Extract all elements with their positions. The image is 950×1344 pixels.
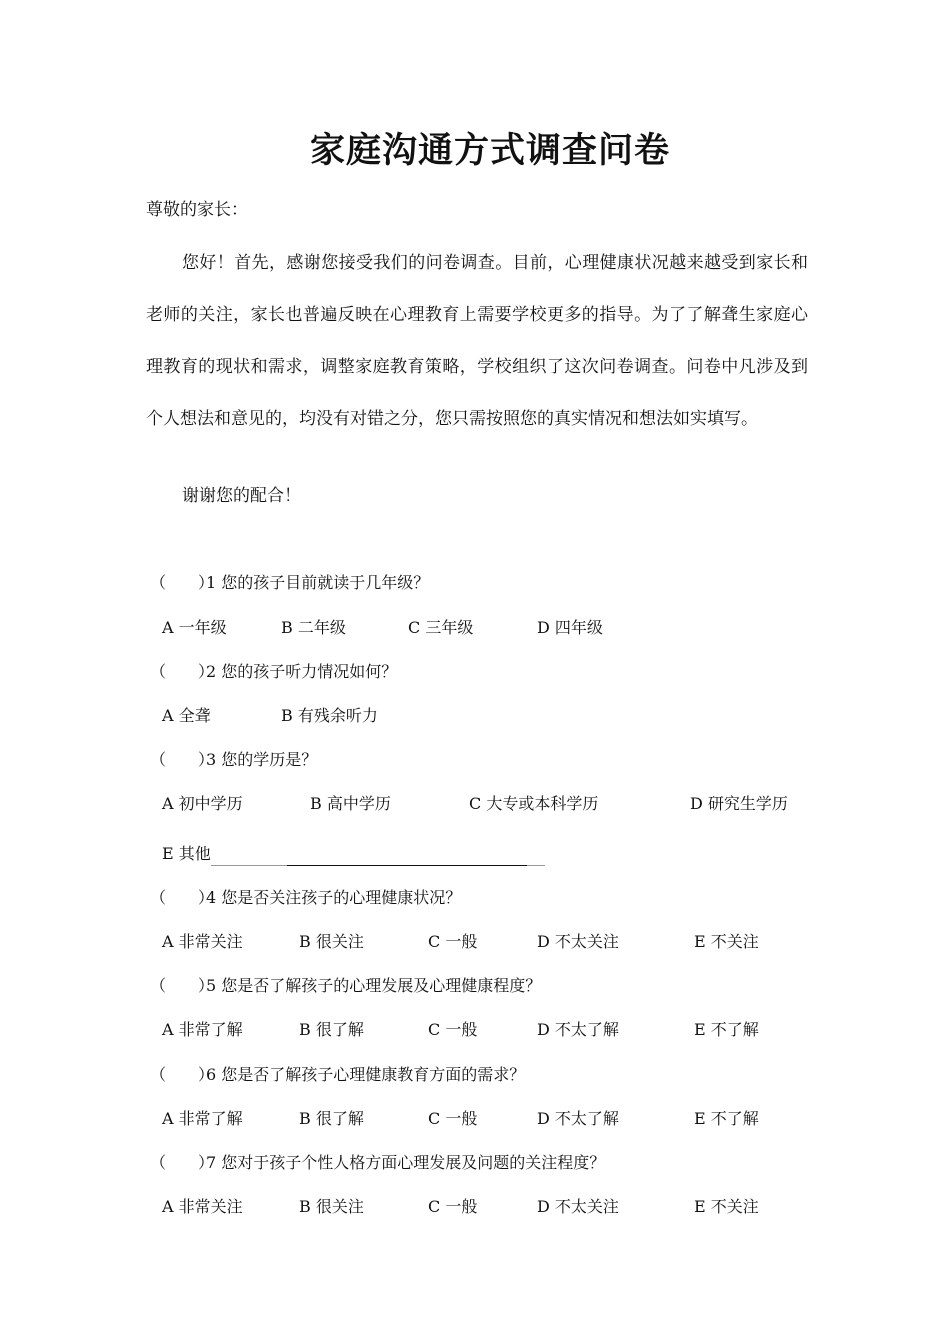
q7-option-c: C 一般 xyxy=(428,1197,478,1216)
fill-in-underline xyxy=(287,865,527,866)
q3-option-b: B 高中学历 xyxy=(310,794,391,813)
q6-option-b: B 很了解 xyxy=(299,1109,364,1128)
q5-option-e: E 不了解 xyxy=(694,1020,759,1039)
question-7-text: 7 您对于孩子个性人格方面心理发展及问题的关注程度？ xyxy=(206,1153,606,1172)
q3-option-c: C 大专或本科学历 xyxy=(469,794,599,813)
page-title: 家庭沟通方式调查问卷 xyxy=(309,130,670,171)
question-6-text: 6 您是否了解孩子心理健康教育方面的需求？ xyxy=(206,1065,526,1084)
question-1-text: 1 您的孩子目前就读于几年级？ xyxy=(206,573,430,592)
q6-option-e: E 不了解 xyxy=(694,1109,759,1128)
question-4 xyxy=(150,886,461,910)
q3-option-a: A 初中学历 xyxy=(162,794,243,813)
question-6 xyxy=(150,1063,525,1087)
q7-option-d: D 不太关注 xyxy=(537,1197,619,1216)
q5-option-a: A 非常了解 xyxy=(162,1020,243,1039)
question-3-text: 3 您的学历是？ xyxy=(206,750,318,769)
q1-option-a: A 一年级 xyxy=(162,618,227,637)
q5-option-c: C 一般 xyxy=(428,1020,478,1039)
q5-option-b: B 很了解 xyxy=(299,1020,364,1039)
question-7 xyxy=(150,1151,605,1175)
question-5 xyxy=(150,974,541,998)
question-5-text: 5 您是否了解孩子的心理发展及心理健康程度？ xyxy=(206,976,542,995)
answer-blank-6[interactable]: （ ） xyxy=(150,1065,215,1084)
q1-option-c: C 三年级 xyxy=(408,618,474,637)
q7-option-e: E 不关注 xyxy=(694,1197,759,1216)
thanks-line: 谢谢您的配合！ xyxy=(182,486,301,506)
q3-option-d: D 研究生学历 xyxy=(690,794,788,813)
question-1 xyxy=(150,571,429,595)
q6-option-a: A 非常了解 xyxy=(162,1109,243,1128)
intro-paragraph: 您好！首先，感谢您接受我们的问卷调查。目前，心理健康状况越来越受到家长和老师的关注，家长也普遍反映在心理教育上需要学校更多的指导。为了了解聋生家庭心理教育的现状和需求，调整家庭教育策略，学校组织了这次问卷调查。问卷中凡涉及到个人想法和意见的，均没有对错之分，您只需按照您的真实情况和想法如实填写。 xyxy=(146,253,808,429)
q3-option-e xyxy=(162,842,545,866)
q2-option-a: A 全聋 xyxy=(162,706,211,725)
q4-option-d: D 不太关注 xyxy=(537,932,619,951)
q5-option-d: D 不太了解 xyxy=(537,1020,619,1039)
q4-option-b: B 很关注 xyxy=(299,932,364,951)
answer-blank-3[interactable]: （ ） xyxy=(150,750,215,769)
q4-option-c: C 一般 xyxy=(428,932,478,951)
answer-blank-1[interactable]: （ ） xyxy=(150,573,215,592)
q7-option-a: A 非常关注 xyxy=(162,1197,243,1216)
salutation: 尊敬的家长： xyxy=(146,200,248,220)
q7-option-b: B 很关注 xyxy=(299,1197,364,1216)
q2-option-b: B 有残余听力 xyxy=(281,706,378,725)
other-fill-in-line[interactable] xyxy=(211,847,545,866)
answer-blank-5[interactable]: （ ） xyxy=(150,976,215,995)
q4-option-e: E 不关注 xyxy=(694,932,759,951)
q1-option-d: D 四年级 xyxy=(537,618,603,637)
question-3 xyxy=(150,748,317,772)
question-2 xyxy=(150,660,397,684)
q1-option-b: B 二年级 xyxy=(281,618,346,637)
q6-option-c: C 一般 xyxy=(428,1109,478,1128)
q4-option-a: A 非常关注 xyxy=(162,932,243,951)
q6-option-d: D 不太了解 xyxy=(537,1109,619,1128)
question-2-text: 2 您的孩子听力情况如何？ xyxy=(206,662,398,681)
q3-option-e-label: E 其他 xyxy=(162,844,211,863)
answer-blank-7[interactable]: （ ） xyxy=(150,1153,215,1172)
question-4-text: 4 您是否关注孩子的心理健康状况？ xyxy=(206,888,462,907)
answer-blank-2[interactable]: （ ） xyxy=(150,662,215,681)
answer-blank-4[interactable]: （ ） xyxy=(150,888,215,907)
